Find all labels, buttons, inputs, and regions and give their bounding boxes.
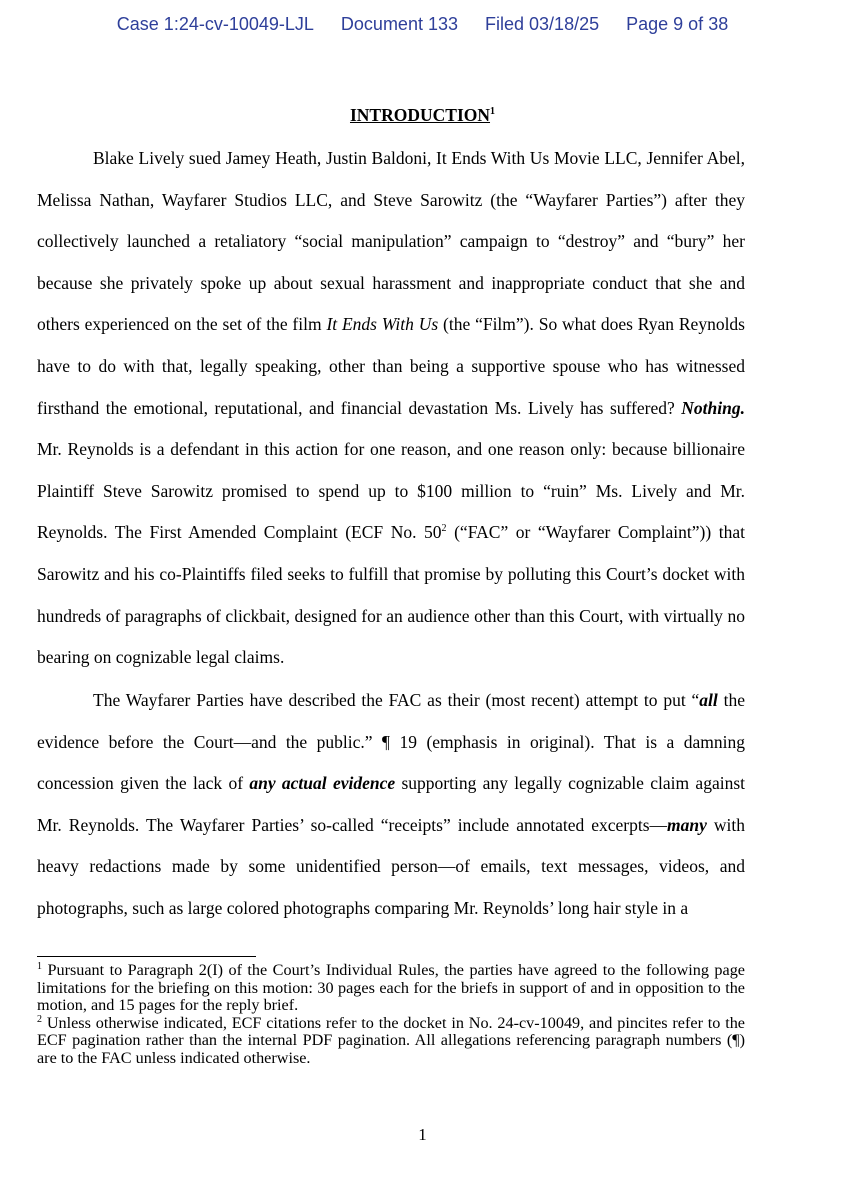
emphasis-nothing: Nothing.	[681, 397, 745, 418]
para1-text-a: Blake Lively sued Jamey Heath, Justin Baldoni, It Ends With Us Movie LLC, Jennifer Abel, Melissa Nathan, Wayfarer Studios LLC, and Steve Sarowitz (the “Wayfarer Parties”) after they collectively launched a retaliatory “social manipulation” campaign to “destroy” and “bury” her because she privately spoke up about sexual harassment and inappropriate conduct that she and others experienced on the set of the film	[37, 148, 745, 335]
para1-text-c: Mr. Reynolds is a defendant in this action for one reason, and one reason only: because billionaire Plaintiff Steve Sarowitz promised to spend up to $100 million to “ruin” Ms. Lively and Mr. Reynolds. The First Amended Complaint (ECF No. 50	[37, 439, 745, 543]
emphasis-any-actual-evidence: any actual evidence	[249, 773, 396, 794]
footnote-text: Unless otherwise indicated, ECF citations refer to the docket in No. 24-cv-10049, and pincites refer to the ECF pagination rather than the internal PDF pagination. All allegations referencing paragraph numbers (¶) are to the FAC unless indicated otherwise.	[37, 1013, 745, 1067]
introduction-paragraph-1	[37, 138, 745, 679]
footnote-text: Pursuant to Paragraph 2(I) of the Court’s Individual Rules, the parties have agreed to the following page limitations for the briefing on this motion: 30 pages each for the briefs in support of and in opposition to the motion, and 15 pages for the reply brief.	[37, 961, 745, 1014]
case-number: Case 1:24-cv-10049-LJL	[116, 14, 314, 34]
footnote-1	[37, 962, 745, 1015]
footnote-separator	[37, 956, 256, 957]
footnote-ref-2: 2	[441, 523, 447, 535]
filed-date: Filed 03/18/25	[485, 14, 600, 34]
introduction-paragraph-2	[37, 680, 745, 930]
page-indicator: Page 9 of 38	[626, 14, 729, 34]
ecf-filing-header	[0, 14, 845, 35]
footnote-2	[37, 1015, 745, 1068]
para1-text-d: (“FAC” or “Wayfarer Complaint”)) that Sarowitz and his co-Plaintiffs filed seeks to fulfill that promise by polluting this Court’s docket with hundreds of paragraphs of clickbait, designed for an audience other than this Court, with virtually no bearing on cognizable legal claims.	[37, 522, 746, 668]
para2-text-d: with heavy redactions made by some unidentified person—of emails, text messages, videos, and photographs, such as large colored photographs comparing Mr. Reynolds’ long hair style in a	[37, 814, 745, 918]
emphasis-many: many	[667, 814, 707, 835]
film-title: It Ends With Us	[326, 314, 439, 335]
footnote-marker: 1	[37, 961, 42, 972]
para2-text-b: the evidence before the Court—and the public.” ¶ 19 (emphasis in original). That is a damning concession given the lack of	[37, 690, 745, 794]
footnote-ref-1: 1	[490, 106, 496, 117]
page-number: 1	[418, 1125, 427, 1144]
emphasis-all: all	[699, 690, 718, 710]
footnote-marker: 2	[37, 1013, 42, 1025]
para1-text-b: (the “Film”). So what does Ryan Reynolds have to do with that, legally speaking, other than being a supportive spouse who has witnessed firsthand the emotional, reputational, and financial devastation Ms. Lively has suffered?	[37, 314, 745, 418]
para2-text-a: The Wayfarer Parties have described the FAC as their (most recent) attempt to put “	[93, 690, 700, 710]
heading-text: INTRODUCTION	[349, 105, 491, 125]
footnotes	[37, 962, 745, 1067]
document-number: Document 133	[340, 14, 458, 34]
section-heading	[0, 105, 845, 126]
para2-text-c: supporting any legally cognizable claim against Mr. Reynolds. The Wayfarer Parties’ so-called “receipts” include annotated excerpts—	[37, 773, 746, 835]
